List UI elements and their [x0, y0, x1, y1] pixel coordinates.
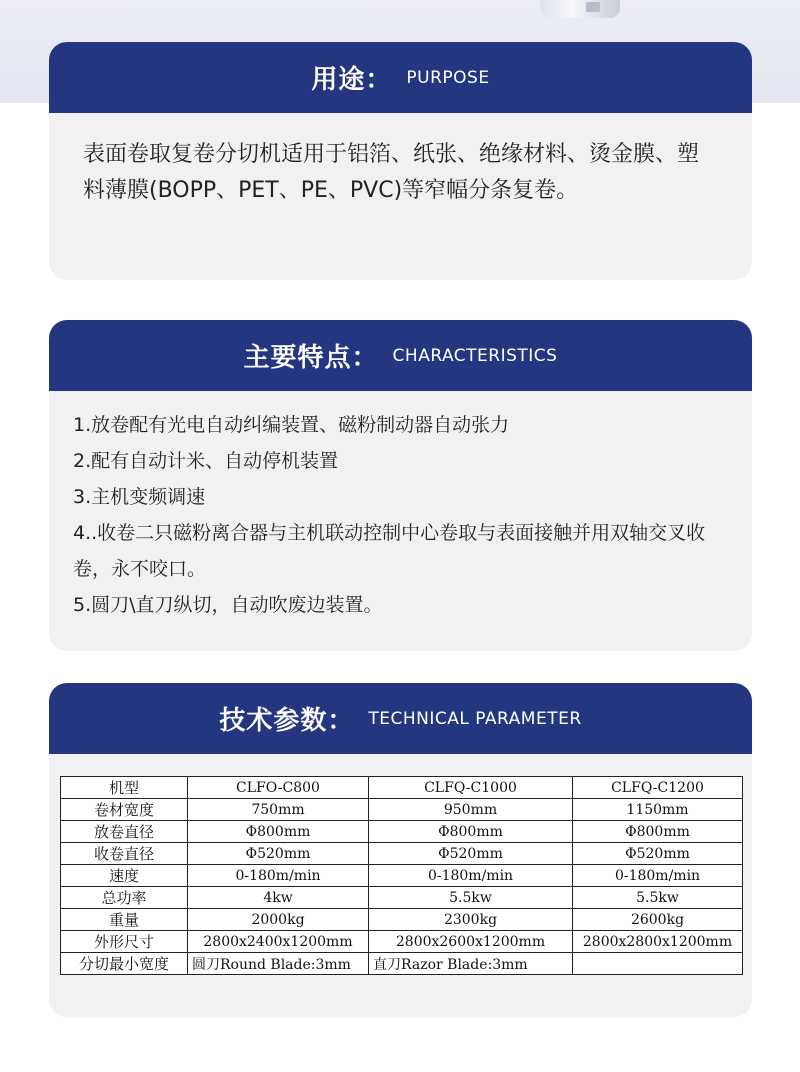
table-cell: 2000kg	[188, 909, 369, 931]
table-row	[61, 821, 743, 843]
table-row	[61, 909, 743, 931]
list-item: 5.圆刀\直刀纵切，自动吹废边装置。	[73, 594, 383, 616]
purpose-card	[49, 42, 752, 280]
characteristics-title-zh: 主要特点：	[243, 343, 379, 373]
table-row	[61, 953, 743, 975]
table-cell: CLFO-C800	[188, 777, 369, 799]
table-cell: 速度	[61, 865, 188, 887]
technical-header	[49, 683, 752, 754]
table-cell: 放卷直径	[61, 821, 188, 843]
table-cell: 收卷直径	[61, 843, 188, 865]
characteristics-list	[49, 391, 752, 623]
table-cell: 2800x2600x1200mm	[369, 931, 573, 953]
list-item: 4..收卷二只磁粉离合器与主机联动控制中心卷取与表面接触并用双轴交叉收卷，永不咬口。	[73, 522, 706, 580]
table-cell: 重量	[61, 909, 188, 931]
table-cell: Φ520mm	[369, 843, 573, 865]
table-cell: 机型	[61, 777, 188, 799]
purpose-header	[49, 42, 752, 113]
characteristics-header	[49, 320, 752, 391]
table-cell: Φ520mm	[188, 843, 369, 865]
table-row	[61, 887, 743, 909]
technical-title-en: TECHNICAL PARAMETER	[368, 708, 582, 729]
table-cell: 1150mm	[573, 799, 743, 821]
purpose-title-zh: 用途：	[311, 65, 393, 95]
table-row	[61, 799, 743, 821]
machine-photo-fragment	[540, 0, 620, 18]
table-cell: 750mm	[188, 799, 369, 821]
table-cell: Φ520mm	[573, 843, 743, 865]
table-cell: 950mm	[369, 799, 573, 821]
table-cell: 2800x2400x1200mm	[188, 931, 369, 953]
table-row	[61, 931, 743, 953]
technical-title-zh: 技术参数：	[219, 706, 355, 736]
table-cell: 0-180m/min	[369, 865, 573, 887]
technical-card	[49, 683, 752, 1017]
list-item: 1.放卷配有光电自动纠编装置、磁粉制动器自动张力	[73, 414, 510, 436]
table-cell: 5.5kw	[369, 887, 573, 909]
table-cell: CLFQ-C1000	[369, 777, 573, 799]
table-cell: 0-180m/min	[188, 865, 369, 887]
table-cell: 卷材宽度	[61, 799, 188, 821]
table-row	[61, 865, 743, 887]
table-cell: 4kw	[188, 887, 369, 909]
table-cell: 总功率	[61, 887, 188, 909]
table-cell: 圆刀Round Blade:3mm	[188, 953, 369, 975]
list-item: 3.主机变频调速	[73, 486, 206, 508]
table-cell: 直刀Razor Blade:3mm	[369, 953, 573, 975]
table-cell: 分切最小宽度	[61, 953, 188, 975]
table-cell: 2800x2800x1200mm	[573, 931, 743, 953]
parameter-table	[60, 776, 743, 975]
table-cell: 外形尺寸	[61, 931, 188, 953]
table-row	[61, 843, 743, 865]
table-cell: Φ800mm	[573, 821, 743, 843]
table-cell: Φ800mm	[369, 821, 573, 843]
table-cell: CLFQ-C1200	[573, 777, 743, 799]
table-cell: 2300kg	[369, 909, 573, 931]
table-row	[61, 777, 743, 799]
list-item: 2.配有自动计米、自动停机装置	[73, 450, 339, 472]
purpose-description: 表面卷取复卷分切机适用于铝箔、纸张、绝缘材料、烫金膜、塑料薄膜(BOPP、PET、PE、PVC)等窄幅分条复卷。	[83, 142, 700, 203]
purpose-title-en: PURPOSE	[406, 67, 490, 88]
table-cell: 0-180m/min	[573, 865, 743, 887]
table-cell	[573, 953, 743, 975]
table-cell: 2600kg	[573, 909, 743, 931]
table-cell: 5.5kw	[573, 887, 743, 909]
characteristics-card	[49, 320, 752, 651]
characteristics-title-en: CHARACTERISTICS	[392, 345, 558, 366]
table-cell: Φ800mm	[188, 821, 369, 843]
